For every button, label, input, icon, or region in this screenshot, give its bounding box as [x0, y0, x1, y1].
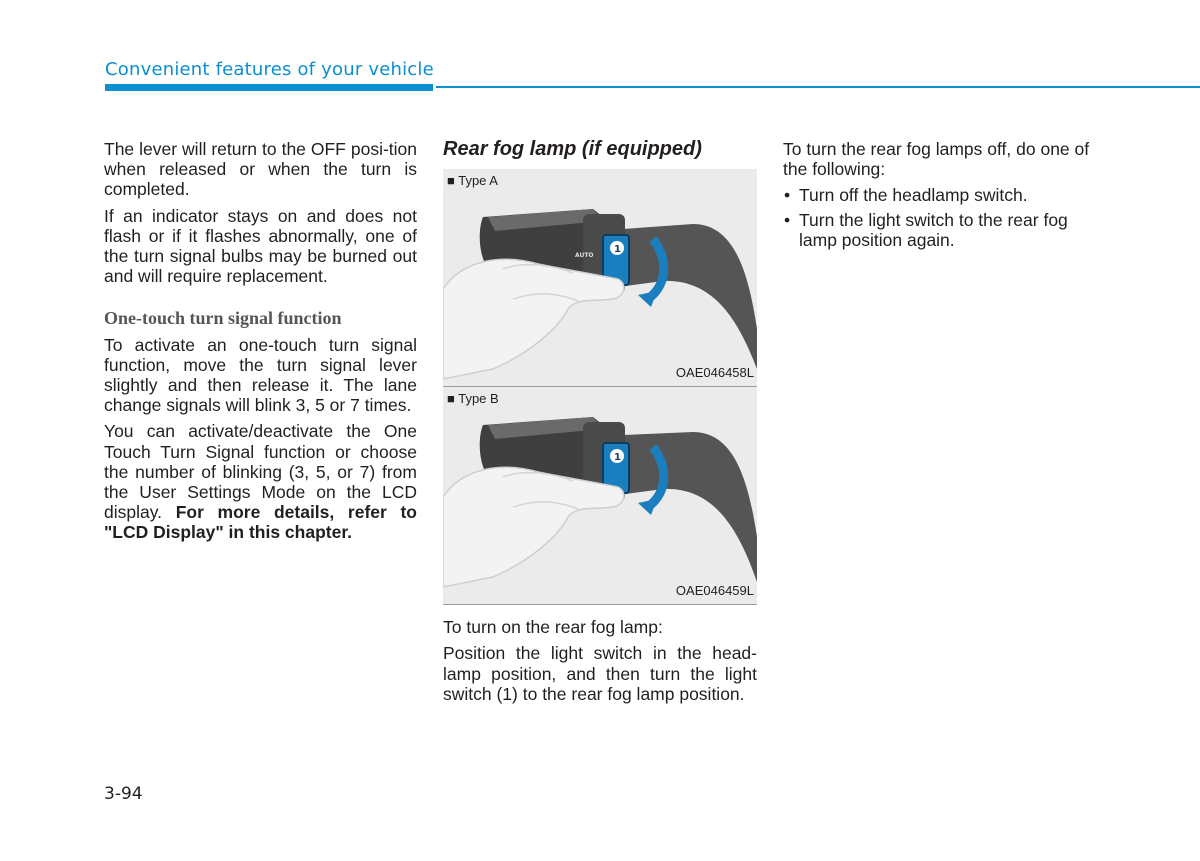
column-left	[104, 139, 417, 549]
turn-off-list	[783, 185, 1098, 250]
callout-1: 1	[614, 244, 621, 256]
header-rule-thick	[105, 84, 433, 91]
lever-illustration-a	[443, 169, 757, 386]
figure-type-a	[443, 169, 757, 387]
subheading-one-touch: One-touch turn signal function	[104, 308, 342, 329]
paragraph-user-settings	[104, 421, 417, 542]
column-middle	[443, 139, 757, 710]
figure-type-label: ■ Type B	[447, 391, 499, 407]
paragraph-lever-return: The lever will return to the OFF posi-tion when released or when the turn is completed.	[104, 139, 417, 200]
header-rule-thin	[436, 86, 1200, 88]
callout-1: 1	[614, 452, 621, 464]
figure-type-label: ■ Type A	[447, 173, 498, 189]
list-item	[783, 185, 1098, 205]
paragraph-turn-off-intro: To turn the rear fog lamps off, do one of the following:	[783, 139, 1090, 180]
page-number: 3-94	[104, 784, 143, 804]
paragraph-position-switch: Position the light switch in the head-lamp position, and then turn the light switch (1) to the rear fog lamp position.	[443, 643, 757, 704]
figure-code: OAE046459L	[675, 583, 754, 598]
bullet-icon: •	[784, 209, 791, 230]
paragraph-one-touch-activate: To activate an one-touch turn signal function, move the turn signal lever slightly and then release it. The lane change signals will blink 3, 5 or 7 times.	[104, 334, 417, 416]
figure-code: OAE046458L	[675, 365, 754, 380]
paragraph-indicator: If an indicator stays on and does not flash or if it flashes abnormally, one of the turn signal bulbs may be burned out and will require replacement.	[104, 205, 417, 287]
section-title-rear-fog: Rear fog lamp (if equipped)	[443, 138, 702, 160]
lcd-display-reference: For more details, refer to "LCD Display" in this chapter.	[104, 502, 417, 543]
column-right	[783, 139, 1098, 254]
switch-label-auto: AUTO	[575, 252, 594, 260]
section-header-title: Convenient features of your vehicle	[105, 59, 434, 80]
list-item	[783, 210, 1098, 250]
paragraph-turn-on: To turn on the rear fog lamp:	[443, 617, 663, 638]
list-item-text: Turn off the headlamp switch.	[799, 185, 1028, 206]
paragraph-user-settings-text: You can activate/deactivate the One Touch Turn Signal function or choose the number of blinking (3, 5, or 7) from the User Settings Mode on the LCD display.	[104, 421, 417, 523]
figure-type-b	[443, 387, 757, 605]
lever-illustration-b	[443, 387, 757, 604]
list-item-text: Turn the light switch to the rear fog lamp position again.	[799, 209, 1068, 250]
bullet-icon: •	[784, 185, 791, 206]
